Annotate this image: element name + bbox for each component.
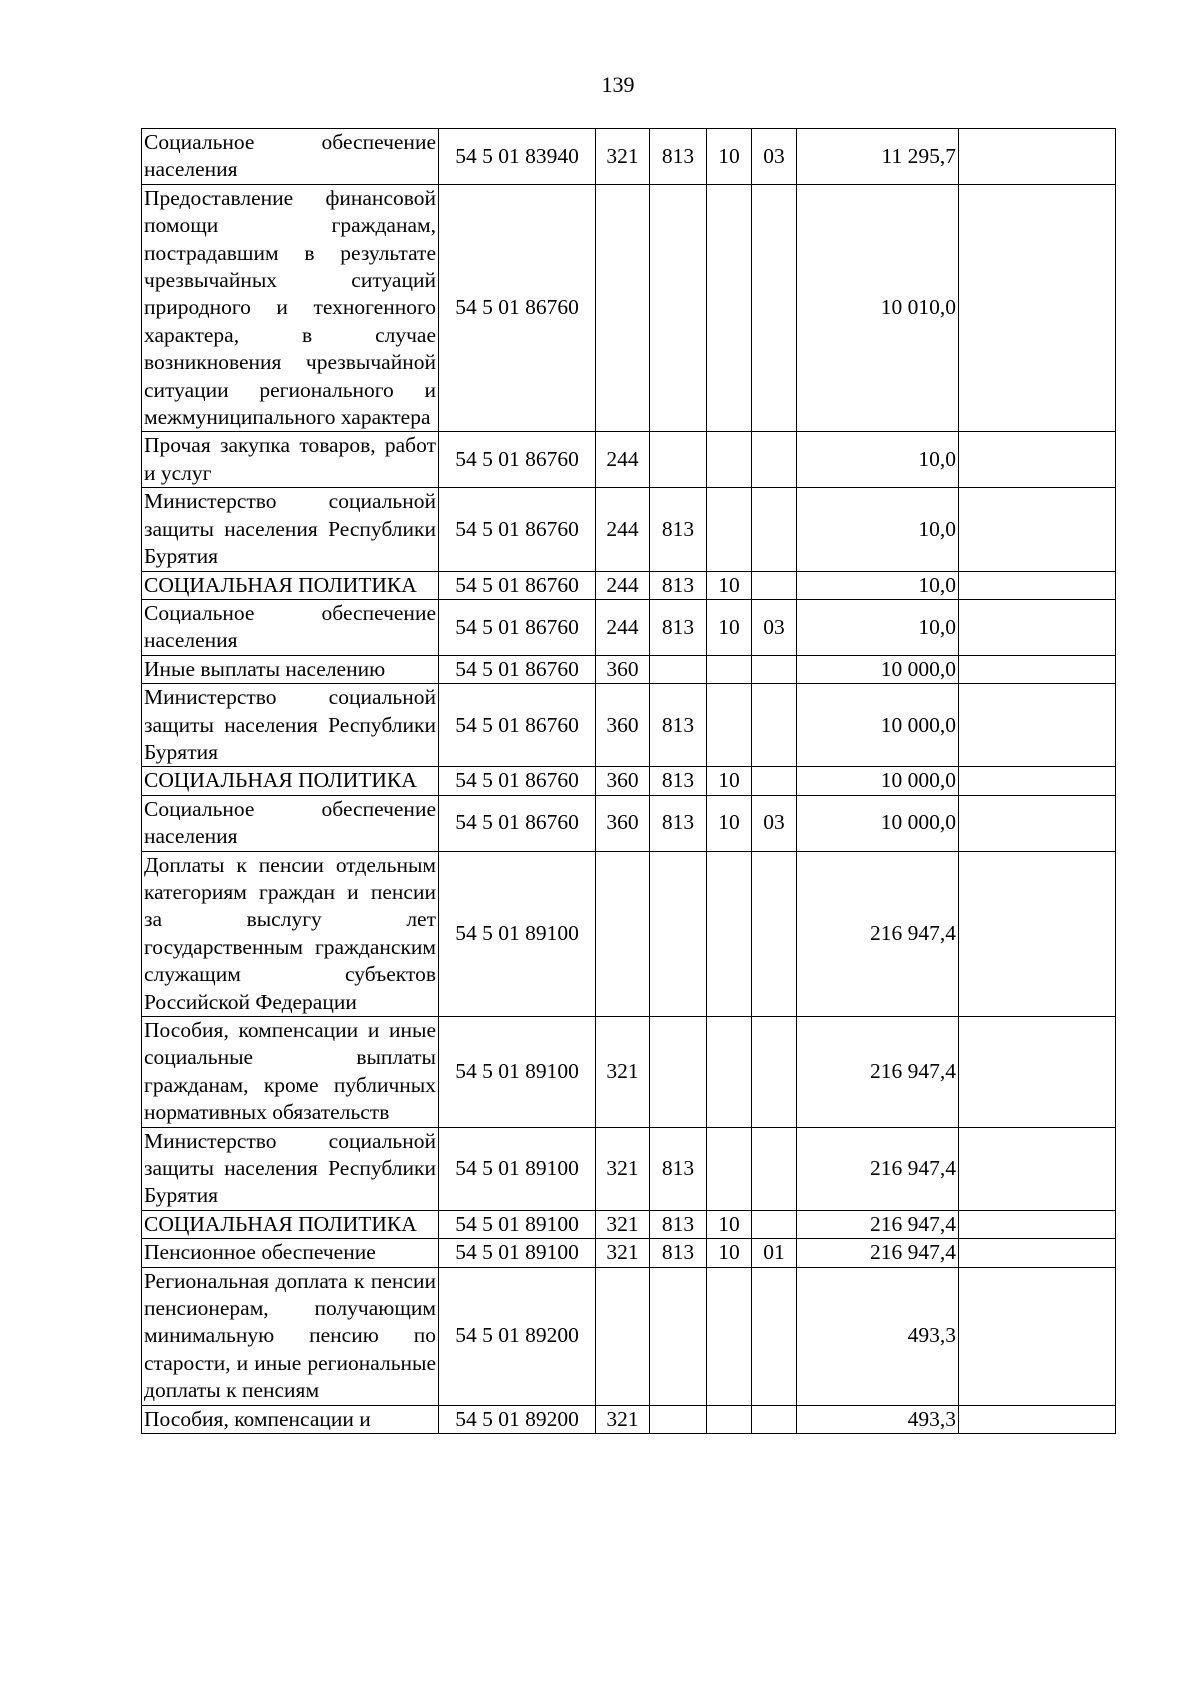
row-code: 54 5 01 86760 xyxy=(439,795,596,851)
row-amount: 11 295,7 xyxy=(797,129,959,185)
row-vr: 321 xyxy=(596,1017,650,1128)
row-pr: 01 xyxy=(752,1239,797,1267)
row-pr xyxy=(752,432,797,488)
row-code: 54 5 01 86760 xyxy=(439,571,596,599)
row-pr xyxy=(752,571,797,599)
table-row xyxy=(142,1017,1116,1128)
row-grbs: 813 xyxy=(650,1210,707,1238)
row-code: 54 5 01 89200 xyxy=(439,1405,596,1433)
row-name: СОЦИАЛЬНАЯ ПОЛИТИКА xyxy=(142,1210,439,1238)
row-grbs xyxy=(650,1405,707,1433)
row-rz xyxy=(707,1405,752,1433)
row-pr: 03 xyxy=(752,129,797,185)
row-extra xyxy=(959,1017,1116,1128)
row-pr: 03 xyxy=(752,599,797,655)
row-vr: 360 xyxy=(596,795,650,851)
row-rz xyxy=(707,851,752,1016)
row-rz xyxy=(707,488,752,571)
row-vr: 244 xyxy=(596,599,650,655)
row-vr: 321 xyxy=(596,129,650,185)
row-grbs xyxy=(650,1017,707,1128)
row-code: 54 5 01 89100 xyxy=(439,1239,596,1267)
row-rz: 10 xyxy=(707,571,752,599)
row-code: 54 5 01 89100 xyxy=(439,1127,596,1210)
row-pr xyxy=(752,1405,797,1433)
row-extra xyxy=(959,571,1116,599)
row-name: Социальное обеспечение населения xyxy=(142,599,439,655)
row-code: 54 5 01 86760 xyxy=(439,655,596,683)
row-rz: 10 xyxy=(707,599,752,655)
row-amount: 10,0 xyxy=(797,599,959,655)
table-row xyxy=(142,184,1116,432)
row-rz xyxy=(707,684,752,767)
row-amount: 10 000,0 xyxy=(797,655,959,683)
table-row xyxy=(142,571,1116,599)
row-name: Региональная доплата к пенсии пенсионерам, получающим минимальную пенсию по старости, и иные региональные доплаты к пенсиям xyxy=(142,1267,439,1405)
row-pr: 03 xyxy=(752,795,797,851)
row-pr xyxy=(752,1017,797,1128)
row-amount: 216 947,4 xyxy=(797,1239,959,1267)
row-rz xyxy=(707,184,752,432)
row-amount: 216 947,4 xyxy=(797,1210,959,1238)
row-vr: 321 xyxy=(596,1405,650,1433)
row-grbs xyxy=(650,655,707,683)
row-grbs: 813 xyxy=(650,129,707,185)
row-grbs: 813 xyxy=(650,1239,707,1267)
row-amount: 10 010,0 xyxy=(797,184,959,432)
table-row xyxy=(142,488,1116,571)
row-amount: 10 000,0 xyxy=(797,684,959,767)
row-extra xyxy=(959,1267,1116,1405)
row-grbs: 813 xyxy=(650,599,707,655)
table-row xyxy=(142,432,1116,488)
row-pr xyxy=(752,1210,797,1238)
row-amount: 216 947,4 xyxy=(797,1127,959,1210)
row-vr: 360 xyxy=(596,767,650,795)
row-grbs: 813 xyxy=(650,488,707,571)
row-vr: 321 xyxy=(596,1210,650,1238)
budget-table xyxy=(141,128,1116,1434)
table-row xyxy=(142,1210,1116,1238)
row-name: Министерство социальной защиты населения Республики Бурятия xyxy=(142,1127,439,1210)
row-rz xyxy=(707,1267,752,1405)
row-pr xyxy=(752,184,797,432)
row-rz: 10 xyxy=(707,1210,752,1238)
row-rz: 10 xyxy=(707,795,752,851)
row-pr xyxy=(752,851,797,1016)
table-row xyxy=(142,129,1116,185)
row-vr xyxy=(596,1267,650,1405)
page-number: 139 xyxy=(601,72,635,97)
row-extra xyxy=(959,795,1116,851)
row-extra xyxy=(959,1239,1116,1267)
row-amount: 10,0 xyxy=(797,488,959,571)
row-rz xyxy=(707,1127,752,1210)
row-rz: 10 xyxy=(707,129,752,185)
row-code: 54 5 01 89100 xyxy=(439,851,596,1016)
row-name: Министерство социальной защиты населения Республики Бурятия xyxy=(142,488,439,571)
row-name: Доплаты к пенсии отдельным категориям граждан и пенсии за выслугу лет государственным гражданским служащим субъектов Российской Федерации xyxy=(142,851,439,1016)
row-name: Иные выплаты населению xyxy=(142,655,439,683)
row-extra xyxy=(959,684,1116,767)
row-vr: 360 xyxy=(596,684,650,767)
row-amount: 10 000,0 xyxy=(797,795,959,851)
table-row xyxy=(142,1127,1116,1210)
row-name: Министерство социальной защиты населения Республики Бурятия xyxy=(142,684,439,767)
row-code: 54 5 01 86760 xyxy=(439,432,596,488)
row-amount: 216 947,4 xyxy=(797,851,959,1016)
row-name: Пенсионное обеспечение xyxy=(142,1239,439,1267)
row-rz: 10 xyxy=(707,1239,752,1267)
row-code: 54 5 01 86760 xyxy=(439,767,596,795)
row-pr xyxy=(752,655,797,683)
row-code: 54 5 01 86760 xyxy=(439,599,596,655)
row-rz xyxy=(707,1017,752,1128)
row-code: 54 5 01 86760 xyxy=(439,684,596,767)
row-grbs xyxy=(650,184,707,432)
row-extra xyxy=(959,1210,1116,1238)
row-grbs: 813 xyxy=(650,571,707,599)
row-code: 54 5 01 86760 xyxy=(439,184,596,432)
row-vr: 244 xyxy=(596,571,650,599)
table-row xyxy=(142,1405,1116,1433)
row-rz xyxy=(707,432,752,488)
table-row xyxy=(142,795,1116,851)
row-code: 54 5 01 89100 xyxy=(439,1017,596,1128)
table-row xyxy=(142,655,1116,683)
row-grbs: 813 xyxy=(650,1127,707,1210)
row-vr xyxy=(596,851,650,1016)
row-grbs: 813 xyxy=(650,767,707,795)
row-amount: 10,0 xyxy=(797,432,959,488)
row-name: Предоставление финансовой помощи гражданам, пострадавшим в результате чрезвычайных ситуаций природного и техногенного характера, в случае возникновения чрезвычайной ситуации регионального и межмуниципального характера xyxy=(142,184,439,432)
row-amount: 216 947,4 xyxy=(797,1017,959,1128)
row-code: 54 5 01 89200 xyxy=(439,1267,596,1405)
row-pr xyxy=(752,767,797,795)
row-name: Социальное обеспечение населения xyxy=(142,129,439,185)
row-pr xyxy=(752,488,797,571)
table-row xyxy=(142,599,1116,655)
row-extra xyxy=(959,184,1116,432)
row-vr: 321 xyxy=(596,1127,650,1210)
row-name: Пособия, компенсации и иные социальные выплаты гражданам, кроме публичных нормативных обязательств xyxy=(142,1017,439,1128)
row-vr: 360 xyxy=(596,655,650,683)
row-extra xyxy=(959,432,1116,488)
row-pr xyxy=(752,1267,797,1405)
row-rz xyxy=(707,655,752,683)
table-row xyxy=(142,1267,1116,1405)
row-vr: 244 xyxy=(596,432,650,488)
row-name: Социальное обеспечение населения xyxy=(142,795,439,851)
table-row xyxy=(142,1239,1116,1267)
row-vr xyxy=(596,184,650,432)
row-extra xyxy=(959,129,1116,185)
row-grbs xyxy=(650,1267,707,1405)
row-amount: 493,3 xyxy=(797,1405,959,1433)
row-pr xyxy=(752,684,797,767)
row-extra xyxy=(959,488,1116,571)
row-name: Пособия, компенсации и xyxy=(142,1405,439,1433)
row-pr xyxy=(752,1127,797,1210)
row-vr: 321 xyxy=(596,1239,650,1267)
row-name: СОЦИАЛЬНАЯ ПОЛИТИКА xyxy=(142,571,439,599)
table-row xyxy=(142,767,1116,795)
row-rz: 10 xyxy=(707,767,752,795)
row-code: 54 5 01 86760 xyxy=(439,488,596,571)
row-amount: 10 000,0 xyxy=(797,767,959,795)
row-extra xyxy=(959,599,1116,655)
row-grbs xyxy=(650,851,707,1016)
row-grbs: 813 xyxy=(650,795,707,851)
row-extra xyxy=(959,1405,1116,1433)
row-code: 54 5 01 89100 xyxy=(439,1210,596,1238)
row-grbs xyxy=(650,432,707,488)
row-amount: 493,3 xyxy=(797,1267,959,1405)
row-extra xyxy=(959,767,1116,795)
row-code: 54 5 01 83940 xyxy=(439,129,596,185)
row-vr: 244 xyxy=(596,488,650,571)
row-grbs: 813 xyxy=(650,684,707,767)
row-name: Прочая закупка товаров, работ и услуг xyxy=(142,432,439,488)
row-extra xyxy=(959,655,1116,683)
row-name: СОЦИАЛЬНАЯ ПОЛИТИКА xyxy=(142,767,439,795)
row-extra xyxy=(959,1127,1116,1210)
table-row xyxy=(142,684,1116,767)
table-row xyxy=(142,851,1116,1016)
row-extra xyxy=(959,851,1116,1016)
row-amount: 10,0 xyxy=(797,571,959,599)
